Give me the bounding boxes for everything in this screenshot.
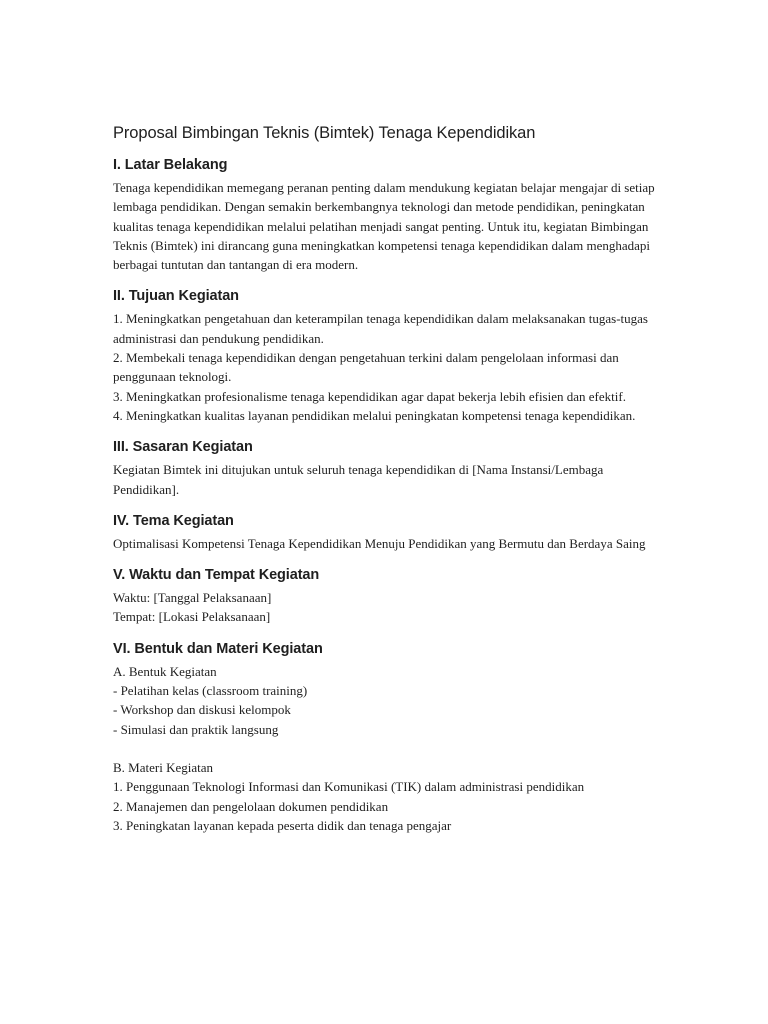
document-title: Proposal Bimbingan Teknis (Bimtek) Tenaga Kependidikan — [113, 124, 536, 142]
section-heading: I. Latar Belakang — [113, 157, 228, 173]
section-tema-kegiatan — [113, 513, 658, 553]
section-sasaran-kegiatan — [113, 439, 658, 499]
section-waktu-tempat — [113, 567, 658, 627]
section-heading: VI. Bentuk dan Materi Kegiatan — [113, 640, 323, 657]
list-item: 2. Manajemen dan pengelolaan dokumen pendidikan — [113, 798, 389, 814]
subsection-label: B. Materi Kegiatan — [113, 759, 213, 775]
subsection-label: A. Bentuk Kegiatan — [113, 663, 217, 679]
list-item: 2. Membekali tenaga kependidikan dengan pengetahuan terkini dalam pengelolaan informasi dan penggunaan teknologi. — [113, 350, 619, 385]
section-heading: III. Sasaran Kegiatan — [113, 439, 253, 456]
list-item: 3. Meningkatkan profesionalisme tenaga kependidikan agar dapat bekerja lebih efisien dan efektif. — [113, 388, 626, 404]
spacer — [113, 739, 658, 758]
list-item: - Pelatihan kelas (classroom training) — [113, 683, 308, 699]
section-body: Kegiatan Bimtek ini ditujukan untuk seluruh tenaga kependidikan di [Nama Instansi/Lembaga Pendidikan]. — [113, 462, 604, 497]
document-page — [113, 124, 658, 835]
objective-list — [113, 309, 658, 425]
section-bentuk-materi — [113, 641, 658, 835]
section-body: Optimalisasi Kompetensi Tenaga Kependidikan Menuju Pendidikan yang Bermutu dan Berdaya Saing — [113, 535, 646, 551]
list-item: - Simulasi dan praktik langsung — [113, 721, 279, 737]
list-item: 3. Peningkatan layanan kepada peserta didik dan tenaga pengajar — [113, 817, 452, 833]
list-item: 1. Meningkatkan pengetahuan dan keterampilan tenaga kependidikan dalam melaksanakan tugas-tugas administrasi dan pendukung pendidikan. — [113, 311, 648, 346]
time-line: Waktu: [Tanggal Pelaksanaan] — [113, 590, 272, 606]
section-body: Tenaga kependidikan memegang peranan penting dalam mendukung kegiatan belajar mengajar di setiap lembaga pendidikan. Dengan semakin berkembangnya teknologi dan metode pendidikan, peningkatan kualitas tenaga kependidikan melalui pelatihan menjadi sangat penting. Untuk itu, kegiatan Bimbingan Teknis (Bimtek) ini dirancang guna meningkatkan kompetensi tenaga kependidikan dalam menghadapi berbagai tuntutan dan tantangan di era modern. — [113, 180, 655, 273]
section-latar-belakang — [113, 157, 658, 274]
section-tujuan-kegiatan — [113, 288, 658, 425]
activity-forms — [113, 662, 658, 739]
schedule-block — [113, 588, 658, 627]
section-heading: V. Waktu dan Tempat Kegiatan — [113, 567, 320, 584]
place-line: Tempat: [Lokasi Pelaksanaan] — [113, 609, 271, 625]
list-item: 1. Penggunaan Teknologi Informasi dan Komunikasi (TIK) dalam administrasi pendidikan — [113, 779, 585, 795]
list-item: 4. Meningkatkan kualitas layanan pendidikan melalui peningkatan kompetensi tenaga kependidikan. — [113, 407, 636, 423]
section-heading: IV. Tema Kegiatan — [113, 512, 234, 529]
list-item: - Workshop dan diskusi kelompok — [113, 702, 291, 718]
activity-materials — [113, 758, 658, 835]
section-heading: II. Tujuan Kegiatan — [113, 288, 239, 305]
